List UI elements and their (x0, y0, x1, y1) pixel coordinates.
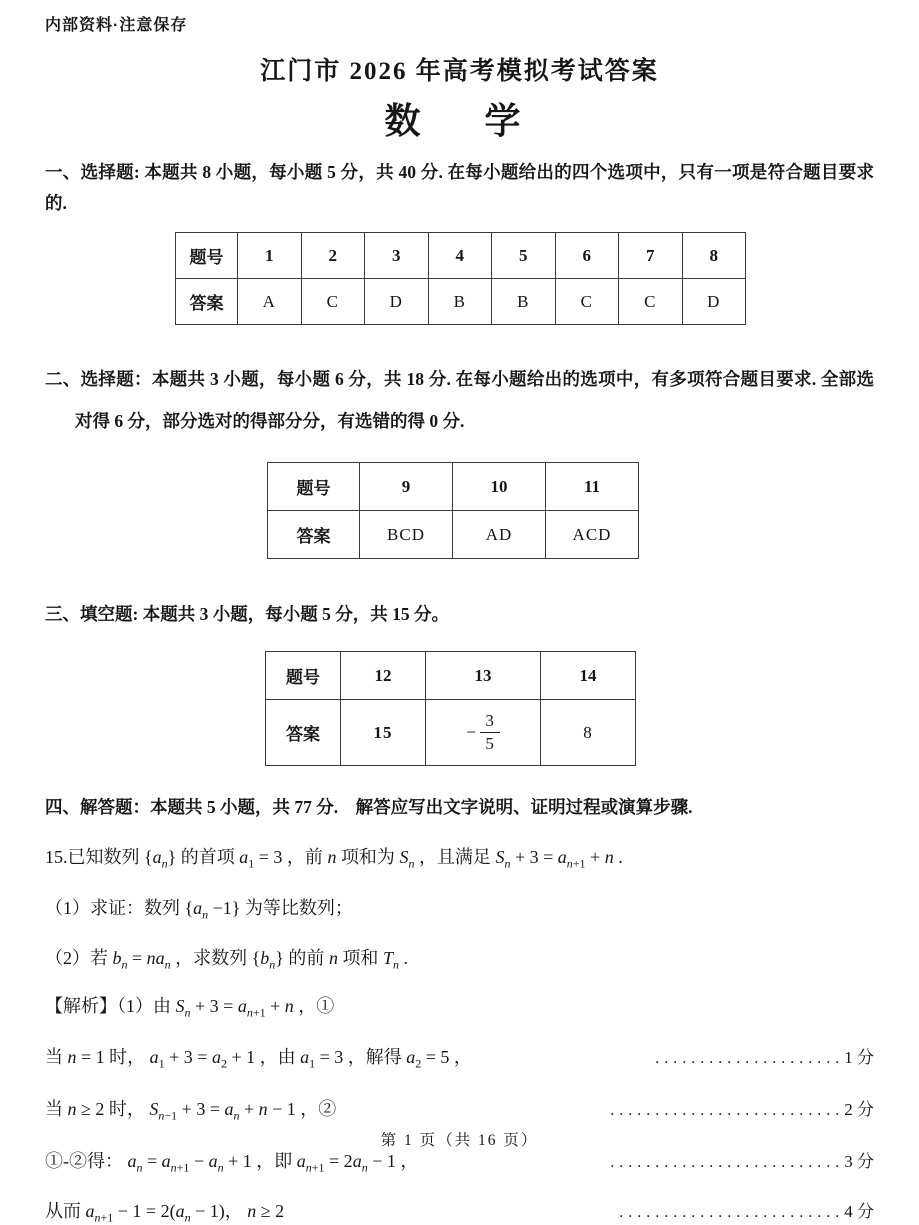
solution-line (45, 994, 874, 1018)
question-number-cell: 7 (619, 233, 683, 279)
solution-text: 当 n ≥ 2 时， $S_{n-1} + 3 = a_n + n - 1$ ，② (45, 1099, 337, 1123)
table-row (266, 652, 636, 700)
question-number-cell: 1 (238, 233, 302, 279)
solution-line (45, 1097, 874, 1123)
question-number-cell: 12 (341, 652, 426, 700)
fraction-stack (480, 711, 500, 753)
question-number-cell: 10 (453, 463, 546, 511)
table-row (268, 463, 639, 511)
answer-table-1 (175, 232, 746, 325)
leader (655, 1046, 874, 1071)
question-number-cell: 14 (541, 652, 636, 700)
question-number-cell: 5 (492, 233, 556, 279)
fraction-numerator: 3 (480, 711, 500, 733)
leader (610, 1150, 874, 1175)
answer-cell: C (555, 279, 619, 325)
answer-cell: D (365, 279, 429, 325)
solution-line (45, 1149, 874, 1175)
row-label-answer: 答案 (266, 700, 341, 766)
section2-heading: 二、选择题：本题共 3 小题，每小题 6 分，共 18 分. 在每小题给出的选项中，有多项符合题目要求. 全部选对得 6 分，部分选对的得部分分，有选错的得 0 分. (45, 369, 874, 431)
solution-line (45, 1045, 874, 1071)
fraction-answer (466, 711, 500, 753)
solution-text: ①-②得： $a_n = a_{n+1} - a_n + 1$ ，即 $a_{n+1} = 2a_n - 1$ ， (45, 1151, 419, 1175)
subject-title: 数 学 (384, 101, 535, 141)
answer-cell: A (238, 279, 302, 325)
question-number-cell: 9 (360, 463, 453, 511)
fraction-denominator: 5 (485, 734, 495, 753)
solution-text: 当 n = 1 时， $a_1 + 3 = a_2 + 1$ ，由 $a_1 = 3$ ，解得 $a_2 = 5$ ， (45, 1047, 472, 1071)
solution-text: 【解析】（1）由 $S_n + 3 = a_{n+1} + n$ ，① (45, 996, 335, 1020)
section4-heading: 四、解答题：本题共 5 小题，共 77 分. 解答应写出文字说明、证明过程或演算步骤. (45, 797, 693, 817)
score-label: 1 分 (844, 1048, 874, 1067)
problem-part1: （1）求证：数列 $\{a_n -1\}$ 为等比数列； (45, 898, 353, 922)
question-number-cell: 13 (426, 652, 541, 700)
question-number-cell: 6 (555, 233, 619, 279)
answer-table-3 (265, 651, 636, 766)
dot-leader: .......................... (610, 1154, 845, 1171)
header-note: 内部资料·注意保存 (45, 17, 188, 34)
page-footer: 第 1 页（共 16 页） (380, 1132, 539, 1149)
row-label-number: 题号 (176, 233, 238, 279)
answer-cell: B (428, 279, 492, 325)
row-label-answer: 答案 (176, 279, 238, 325)
answer-cell: 15 (341, 700, 426, 766)
dot-leader: ..................... (655, 1050, 845, 1067)
score-label: 2 分 (844, 1100, 874, 1119)
table-row (176, 279, 746, 325)
section1-heading: 一、选择题: 本题共 8 小题，每小题 5 分，共 40 分. 在每小题给出的四个选项中，只有一项是符合题目要求的. (45, 162, 874, 213)
score-label: 4 分 (844, 1202, 874, 1221)
answer-table-2 (267, 462, 639, 559)
answer-cell: D (682, 279, 746, 325)
table-row (268, 511, 639, 559)
dot-leader: ......................... (619, 1204, 845, 1221)
score-label: 3 分 (844, 1152, 874, 1171)
solution-text: 从而 $a_{n+1} - 1 = 2(a_n - 1)$， n ≥ 2 (45, 1201, 285, 1225)
page-title: 江门市 2026 年高考模拟考试答案 (260, 58, 659, 85)
answer-cell: AD (453, 511, 546, 559)
question-number-cell: 8 (682, 233, 746, 279)
leader (619, 1200, 874, 1225)
answer-cell: ACD (546, 511, 639, 559)
question-number-cell: 3 (365, 233, 429, 279)
row-label-number: 题号 (266, 652, 341, 700)
section3-heading: 三、填空题: 本题共 3 小题，每小题 5 分，共 15 分。 (45, 604, 449, 624)
fraction-sign: − (466, 722, 478, 742)
question-number-cell: 4 (428, 233, 492, 279)
dot-leader: .......................... (610, 1102, 845, 1119)
row-label-number: 题号 (268, 463, 360, 511)
answer-cell-fraction (426, 700, 541, 766)
table-row (266, 700, 636, 766)
page (0, 12, 919, 1225)
answer-cell: B (492, 279, 556, 325)
answer-cell: C (619, 279, 683, 325)
question-number-cell: 2 (301, 233, 365, 279)
question-number-cell: 11 (546, 463, 639, 511)
table-row (176, 233, 746, 279)
leader (610, 1098, 874, 1123)
answer-cell: C (301, 279, 365, 325)
problem-part2: （2）若 $b_n = na_n$ ，求数列 $\{b_n\}$ 的前 n 项和 $T_n$ . (45, 948, 408, 972)
answer-cell: 8 (541, 700, 636, 766)
answer-cell: BCD (360, 511, 453, 559)
row-label-answer: 答案 (268, 511, 360, 559)
problem-statement: 15.已知数列 $\{a_n\}$ 的首项 $a_1 = 3$ ，前 n 项和为 $S_n$ ，且满足 $S_n + 3 = a_{n+1} + n$ . (45, 847, 623, 871)
solution-line (45, 1199, 874, 1225)
